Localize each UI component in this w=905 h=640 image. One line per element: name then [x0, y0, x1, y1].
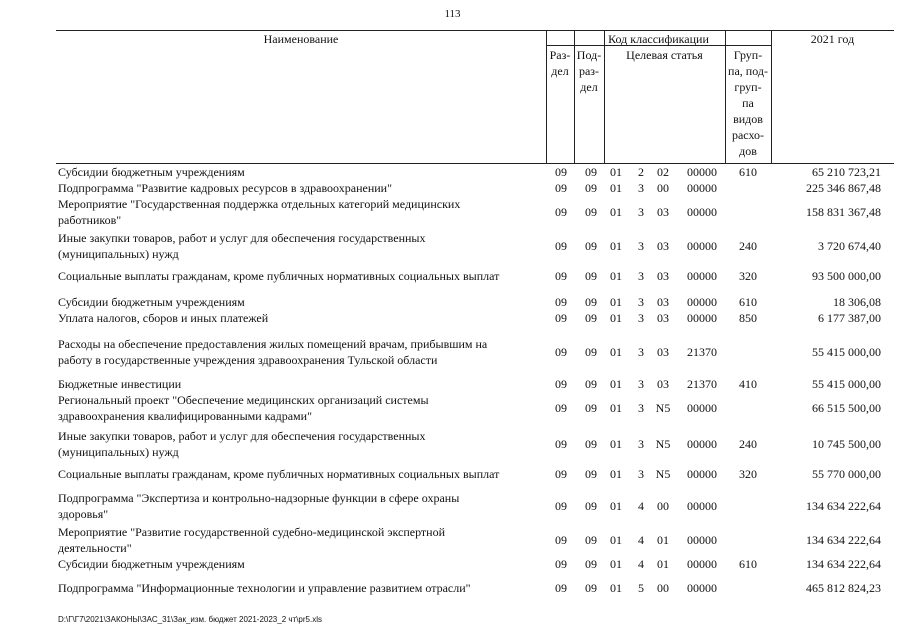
cell-c3: N5 [655, 467, 671, 481]
cell-c4: 00000 [687, 557, 717, 571]
cell-r: 09 [555, 467, 567, 481]
cell-vr: 240 [739, 437, 757, 451]
cell-pr: 09 [585, 467, 597, 481]
row-name-line: Бюджетные инвестиции [58, 377, 182, 391]
cell-vr: 320 [739, 467, 757, 481]
row-name-line: Иные закупки товаров, работ и услуг для обеспечения государственных [58, 429, 426, 443]
cell-vr: 320 [739, 269, 757, 283]
row-name [58, 294, 538, 310]
header-vid-4: па [742, 96, 754, 110]
cell-pr: 09 [585, 295, 597, 309]
cell-c2: 2 [638, 165, 644, 179]
cell-r: 09 [555, 205, 567, 219]
cell-c1: 01 [610, 557, 622, 571]
row-name-line: деятельности" [58, 541, 132, 555]
cell-c3: 03 [657, 239, 669, 253]
header-vid-2: па, под- [728, 64, 768, 78]
cell-pr: 09 [585, 557, 597, 571]
header-name: Наименование [263, 32, 339, 46]
cell-c4: 00000 [687, 205, 717, 219]
cell-c2: 3 [638, 295, 644, 309]
cell-r: 09 [555, 437, 567, 451]
cell-c3: 00 [657, 499, 669, 513]
header-vid-1: Груп- [733, 48, 763, 62]
cell-c1: 01 [610, 499, 622, 513]
cell-amount: 18 306,08 [833, 295, 881, 309]
header-podrazdel-1: Под- [576, 48, 602, 62]
cell-c2: 3 [638, 239, 644, 253]
row-name-line: Подпрограмма "Развитие кадровых ресурсов в здравоохранении" [58, 181, 392, 195]
row-name [58, 230, 538, 262]
row-name-line: Уплата налогов, сборов и иных платежей [58, 311, 269, 325]
cell-vr: 410 [739, 377, 757, 391]
row-name-line: Подпрограмма "Информационные технологии и управление развитием отрасли" [58, 581, 471, 595]
header-vid-5: видов [733, 112, 763, 126]
cell-c4: 00000 [687, 239, 717, 253]
cell-r: 09 [555, 533, 567, 547]
cell-c3: 03 [657, 205, 669, 219]
cell-c1: 01 [610, 239, 622, 253]
row-name-line: Социальные выплаты гражданам, кроме публичных нормативных социальных выплат [58, 467, 500, 481]
cell-vr: 610 [739, 557, 757, 571]
file-path-footer: D:\Г\Г7\2021\ЗАКОНЫ\ЗАС_31\Зак_изм. бюджет 2021-2023_2 чт\pr5.xls [58, 615, 322, 624]
cell-amount: 55 770 000,00 [812, 467, 881, 481]
cell-c4: 00000 [687, 311, 717, 325]
cell-c1: 01 [610, 437, 622, 451]
cell-r: 09 [555, 581, 567, 595]
cell-amount: 158 831 367,48 [806, 205, 881, 219]
cell-c2: 3 [638, 205, 644, 219]
header-vid-6: расхо- [731, 128, 765, 142]
cell-pr: 09 [585, 377, 597, 391]
row-name-line: Расходы на обеспечение предоставления жилых помещений врачам, прибывшим на [58, 337, 488, 351]
cell-c1: 01 [610, 181, 622, 195]
row-name-line: работников" [58, 213, 122, 227]
row-name-line: (муниципальных) нужд [58, 247, 179, 261]
column-divider [771, 31, 772, 163]
cell-vr: 610 [739, 295, 757, 309]
cell-c4: 00000 [687, 499, 717, 513]
header-vid-3: груп- [734, 80, 762, 94]
cell-pr: 09 [585, 581, 597, 595]
cell-c4: 00000 [687, 181, 717, 195]
cell-c4: 00000 [687, 437, 717, 451]
cell-c1: 01 [610, 345, 622, 359]
row-name [58, 580, 538, 596]
cell-c3: 03 [657, 345, 669, 359]
cell-c4: 00000 [687, 401, 717, 415]
cell-c4: 21370 [687, 345, 717, 359]
cell-c2: 3 [638, 345, 644, 359]
cell-c4: 00000 [687, 165, 717, 179]
row-name [58, 428, 538, 460]
cell-r: 09 [555, 345, 567, 359]
row-name-line: работу в государственные учреждения здравоохранения Тульской области [58, 353, 438, 367]
cell-c3: N5 [655, 437, 671, 451]
cell-pr: 09 [585, 205, 597, 219]
row-name [58, 490, 538, 522]
cell-amount: 6 177 387,00 [818, 311, 881, 325]
row-name-line: Региональный проект "Обеспечение медицинских организаций системы [58, 393, 429, 407]
cell-pr: 09 [585, 181, 597, 195]
cell-amount: 465 812 824,23 [806, 581, 881, 595]
row-name-line: Субсидии бюджетным учреждениям [58, 557, 245, 571]
row-name-line: Иные закупки товаров, работ и услуг для обеспечения государственных [58, 231, 426, 245]
cell-c4: 00000 [687, 533, 717, 547]
cell-c4: 00000 [687, 295, 717, 309]
cell-c1: 01 [610, 269, 622, 283]
cell-amount: 65 210 723,21 [812, 165, 881, 179]
cell-c2: 3 [638, 311, 644, 325]
cell-c3: 03 [657, 295, 669, 309]
cell-c1: 01 [610, 295, 622, 309]
cell-r: 09 [555, 269, 567, 283]
row-name [58, 310, 538, 326]
table-header [56, 30, 894, 164]
cell-r: 09 [555, 239, 567, 253]
cell-c3: 02 [657, 165, 669, 179]
cell-c3: 00 [657, 181, 669, 195]
cell-c1: 01 [610, 377, 622, 391]
header-razdel-1: Раз- [549, 48, 571, 62]
cell-amount: 134 634 222,64 [806, 533, 881, 547]
cell-c2: 3 [638, 437, 644, 451]
cell-amount: 134 634 222,64 [806, 557, 881, 571]
row-name [58, 466, 538, 482]
cell-c3: 01 [657, 533, 669, 547]
cell-c4: 00000 [687, 581, 717, 595]
cell-r: 09 [555, 311, 567, 325]
cell-c3: N5 [655, 401, 671, 415]
row-name [58, 392, 538, 424]
header-year: 2021 год [810, 32, 855, 46]
cell-amount: 225 346 867,48 [806, 181, 881, 195]
cell-vr: 850 [739, 311, 757, 325]
row-name-line: Мероприятие "Государственная поддержка отдельных категорий медицинских [58, 197, 461, 211]
cell-amount: 66 515 500,00 [812, 401, 881, 415]
cell-r: 09 [555, 401, 567, 415]
row-name [58, 524, 538, 556]
cell-pr: 09 [585, 311, 597, 325]
cell-c1: 01 [610, 401, 622, 415]
cell-pr: 09 [585, 165, 597, 179]
cell-r: 09 [555, 377, 567, 391]
cell-amount: 55 415 000,00 [812, 345, 881, 359]
row-name [58, 336, 538, 368]
cell-r: 09 [555, 165, 567, 179]
cell-c3: 03 [657, 311, 669, 325]
cell-r: 09 [555, 499, 567, 513]
header-podrazdel-2: раз- [578, 64, 600, 78]
page-number: 113 [444, 8, 461, 20]
header-razdel-2: дел [551, 64, 569, 78]
cell-c2: 4 [638, 533, 644, 547]
cell-c1: 01 [610, 581, 622, 595]
cell-pr: 09 [585, 499, 597, 513]
cell-vr: 610 [739, 165, 757, 179]
cell-amount: 134 634 222,64 [806, 499, 881, 513]
row-name-line: Подпрограмма "Экспертиза и контрольно-надзорные функции в сфере охраны [58, 491, 460, 505]
row-name-line: (муниципальных) нужд [58, 445, 179, 459]
header-podrazdel-3: дел [580, 80, 598, 94]
cell-r: 09 [555, 295, 567, 309]
cell-c4: 00000 [687, 467, 717, 481]
cell-vr: 240 [739, 239, 757, 253]
cell-c2: 3 [638, 269, 644, 283]
row-name-line: Социальные выплаты гражданам, кроме публичных нормативных социальных выплат [58, 269, 500, 283]
cell-c3: 00 [657, 581, 669, 595]
cell-r: 09 [555, 181, 567, 195]
row-name [58, 196, 538, 228]
row-name-line: Субсидии бюджетным учреждениям [58, 295, 245, 309]
cell-amount: 3 720 674,40 [818, 239, 881, 253]
cell-c1: 01 [610, 165, 622, 179]
row-name-line: Субсидии бюджетным учреждениям [58, 165, 245, 179]
cell-c4: 00000 [687, 269, 717, 283]
cell-c4: 21370 [687, 377, 717, 391]
cell-pr: 09 [585, 437, 597, 451]
row-name [58, 164, 538, 180]
cell-pr: 09 [585, 401, 597, 415]
cell-pr: 09 [585, 533, 597, 547]
cell-c3: 03 [657, 269, 669, 283]
cell-pr: 09 [585, 345, 597, 359]
cell-amount: 55 415 000,00 [812, 377, 881, 391]
cell-c1: 01 [610, 205, 622, 219]
row-name-line: здравоохранения квалифицированными кадрами" [58, 409, 312, 423]
cell-c2: 3 [638, 467, 644, 481]
cell-c2: 4 [638, 557, 644, 571]
cell-amount: 93 500 000,00 [812, 269, 881, 283]
cell-c2: 3 [638, 377, 644, 391]
row-name [58, 556, 538, 572]
header-target-article: Целевая статья [626, 48, 703, 62]
cell-pr: 09 [585, 269, 597, 283]
cell-c3: 01 [657, 557, 669, 571]
cell-c2: 4 [638, 499, 644, 513]
cell-c1: 01 [610, 311, 622, 325]
cell-c2: 5 [638, 581, 644, 595]
cell-c1: 01 [610, 467, 622, 481]
header-vid-7: дов [739, 144, 757, 158]
row-name [58, 376, 538, 392]
row-name [58, 268, 538, 284]
cell-amount: 10 745 500,00 [812, 437, 881, 451]
header-code-group: Код классификации [608, 32, 709, 46]
row-name-line: здоровья" [58, 507, 109, 521]
cell-c3: 03 [657, 377, 669, 391]
cell-c2: 3 [638, 401, 644, 415]
row-name [58, 180, 538, 196]
cell-r: 09 [555, 557, 567, 571]
cell-pr: 09 [585, 239, 597, 253]
row-name-line: Мероприятие "Развитие государственной судебно-медицинской экспертной [58, 525, 446, 539]
cell-c2: 3 [638, 181, 644, 195]
cell-c1: 01 [610, 533, 622, 547]
